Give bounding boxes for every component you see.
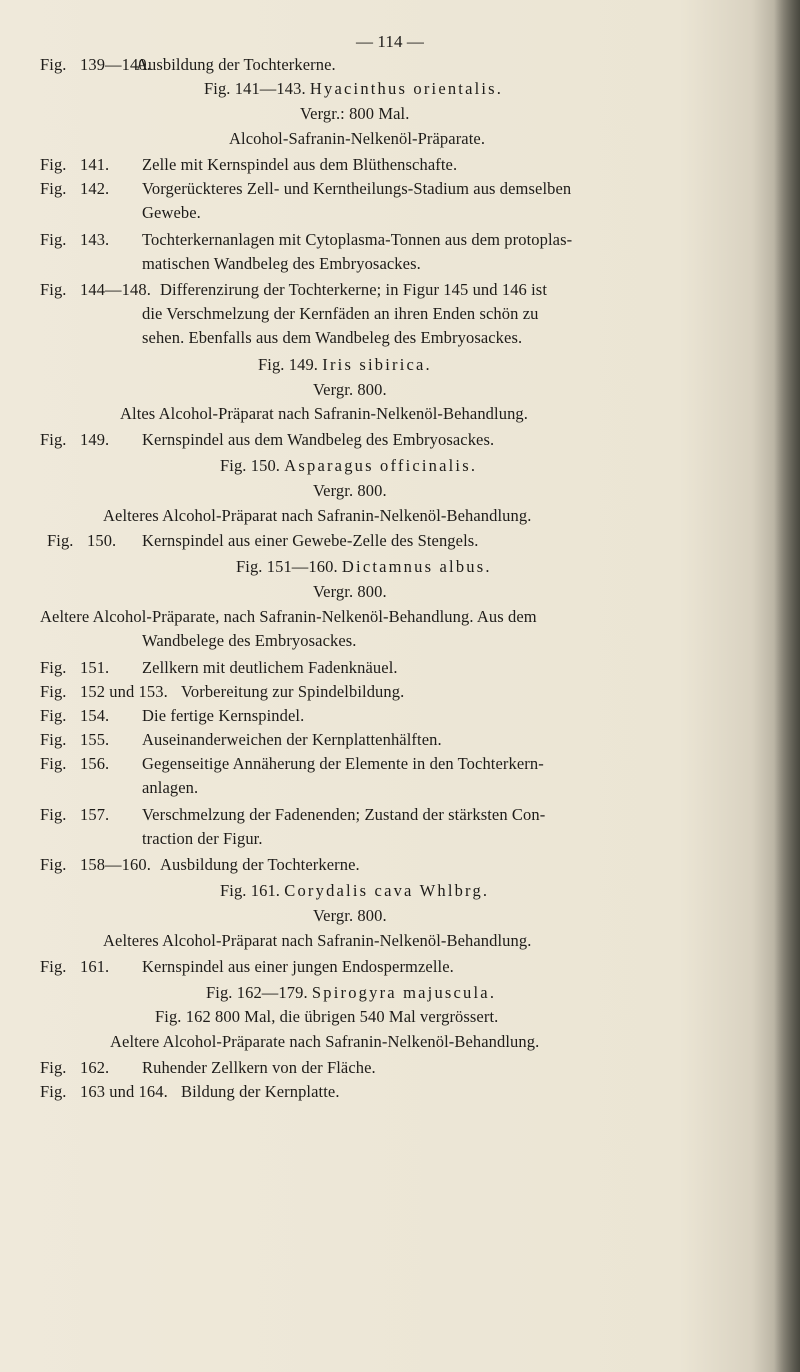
heading-prefix: Fig. 162—179. bbox=[206, 983, 312, 1002]
fig-description: Ruhender Zellkern von der Fläche. bbox=[142, 1058, 376, 1077]
fig-label: Fig. bbox=[40, 155, 67, 174]
fig-label: Fig. bbox=[40, 957, 67, 976]
fig-number: 151. bbox=[80, 658, 110, 677]
heading-prefix: Fig. 149. bbox=[258, 355, 323, 374]
section-heading-line: Fig. 162 800 Mal, die übrigen 540 Mal vergrössert. bbox=[155, 1007, 499, 1026]
fig-description: Kernspindel aus einer Gewebe-Zelle des Stengels. bbox=[142, 531, 479, 550]
fig-number: 154. bbox=[80, 706, 110, 725]
section-heading-line: Vergr. 800. bbox=[313, 582, 387, 601]
fig-description: Gegenseitige Annäherung der Elemente in den Tochterkern- bbox=[142, 754, 544, 773]
fig-label: Fig. bbox=[40, 730, 67, 749]
fig-number: 158—160. bbox=[80, 855, 151, 874]
heading-prefix: Fig. 161. bbox=[220, 881, 285, 900]
species-name: Asparagus officinalis. bbox=[284, 456, 478, 475]
fig-number: 143. bbox=[80, 230, 110, 249]
fig-description: Ausbildung der Tochterkerne. bbox=[160, 855, 360, 874]
fig-label: Fig. bbox=[40, 280, 67, 299]
fig-description: Differenzirung der Tochterkerne; in Figur 145 und 146 ist bbox=[160, 280, 548, 299]
fig-number: 139—140. bbox=[80, 55, 151, 74]
section-heading-line: Aelteres Alcohol-Präparat nach Safranin-Nelkenöl-Behandlung. bbox=[103, 931, 532, 950]
heading-prefix: Fig. 141—143. bbox=[204, 79, 310, 98]
heading-prefix: Fig. 150. bbox=[220, 456, 285, 475]
section-heading-line: Altes Alcohol-Präparat nach Safranin-Nelkenöl-Behandlung. bbox=[120, 404, 528, 423]
section-heading-line: Aelteres Alcohol-Präparat nach Safranin-Nelkenöl-Behandlung. bbox=[103, 506, 532, 525]
section-heading-line bbox=[206, 983, 496, 1003]
fig-label: Fig. bbox=[40, 179, 67, 198]
body-line: Aeltere Alcohol-Präparate, nach Safranin-Nelkenöl-Behandlung. Aus dem bbox=[40, 607, 537, 626]
heading-prefix: Fig. 151—160. bbox=[236, 557, 342, 576]
section-heading-line bbox=[220, 456, 477, 476]
species-name: Iris sibirica. bbox=[322, 355, 432, 374]
fig-number: 149. bbox=[80, 430, 110, 449]
fig-label: Fig. bbox=[40, 1082, 67, 1101]
fig-label: Fig. bbox=[40, 1058, 67, 1077]
section-heading-line bbox=[220, 881, 489, 901]
fig-description: Zelle mit Kernspindel aus dem Blüthenschafte. bbox=[142, 155, 458, 174]
section-heading-line bbox=[204, 79, 503, 99]
fig-description-continued: sehen. Ebenfalls aus dem Wandbeleg des Embryosackes. bbox=[142, 328, 523, 347]
fig-number: 157. bbox=[80, 805, 110, 824]
fig-label: Fig. bbox=[40, 805, 67, 824]
page-edge-shadow bbox=[774, 0, 800, 1372]
section-heading-line: Vergr. 800. bbox=[313, 481, 387, 500]
fig-label: Fig. bbox=[40, 55, 67, 74]
section-heading-line: Aeltere Alcohol-Präparate nach Safranin-Nelkenöl-Behandlung. bbox=[110, 1032, 540, 1051]
fig-description-continued: anlagen. bbox=[142, 778, 199, 797]
fig-number: 144—148. bbox=[80, 280, 151, 299]
fig-description-continued: traction der Figur. bbox=[142, 829, 263, 848]
fig-description: Vorbereitung zur Spindelbildung. bbox=[181, 682, 405, 701]
section-heading-line bbox=[236, 557, 492, 577]
section-heading-line: Vergr. 800. bbox=[313, 380, 387, 399]
fig-number: 162. bbox=[80, 1058, 110, 1077]
fig-number: 161. bbox=[80, 957, 110, 976]
fig-description: Verschmelzung der Fadenenden; Zustand der stärksten Con- bbox=[142, 805, 546, 824]
fig-description: Ausbildung der Tochterkerne. bbox=[136, 55, 336, 74]
fig-description: Kernspindel aus einer jungen Endospermzelle. bbox=[142, 957, 454, 976]
fig-description: Zellkern mit deutlichem Fadenknäuel. bbox=[142, 658, 398, 677]
fig-description: Kernspindel aus dem Wandbeleg des Embryosackes. bbox=[142, 430, 495, 449]
section-heading-line: Alcohol-Safranin-Nelkenöl-Präparate. bbox=[229, 129, 486, 148]
species-name: Corydalis cava Whlbrg. bbox=[284, 881, 490, 900]
fig-label: Fig. bbox=[47, 531, 74, 550]
fig-number: 141. bbox=[80, 155, 110, 174]
fig-description: Vorgerückteres Zell- und Kerntheilungs-Stadium aus demselben bbox=[142, 179, 572, 198]
body-line: Wandbelege des Embryosackes. bbox=[142, 631, 357, 650]
page-number: — 114 — bbox=[355, 32, 425, 51]
fig-number: 150. bbox=[87, 531, 117, 550]
fig-label: Fig. bbox=[40, 430, 67, 449]
fig-label: Fig. bbox=[40, 682, 67, 701]
fig-number: 152 und 153. bbox=[80, 682, 168, 701]
fig-description-continued: die Verschmelzung der Kernfäden an ihren Enden schön zu bbox=[142, 304, 539, 323]
fig-description: Bildung der Kernplatte. bbox=[181, 1082, 340, 1101]
fig-label: Fig. bbox=[40, 706, 67, 725]
fig-number: 163 und 164. bbox=[80, 1082, 168, 1101]
fig-label: Fig. bbox=[40, 230, 67, 249]
fig-description-continued: matischen Wandbeleg des Embryosackes. bbox=[142, 254, 421, 273]
species-name: Dictamnus albus. bbox=[341, 557, 492, 576]
fig-number: 155. bbox=[80, 730, 110, 749]
fig-number: 142. bbox=[80, 179, 110, 198]
fig-number: 156. bbox=[80, 754, 110, 773]
fig-description-continued: Gewebe. bbox=[142, 203, 201, 222]
species-name: Spirogyra majuscula. bbox=[311, 983, 497, 1002]
fig-label: Fig. bbox=[40, 658, 67, 677]
section-heading-line bbox=[258, 355, 432, 375]
fig-label: Fig. bbox=[40, 754, 67, 773]
fig-description: Die fertige Kernspindel. bbox=[142, 706, 305, 725]
species-name: Hyacinthus orientalis. bbox=[309, 79, 504, 98]
fig-label: Fig. bbox=[40, 855, 67, 874]
section-heading-line: Vergr. 800. bbox=[313, 906, 387, 925]
fig-description: Tochterkernanlagen mit Cytoplasma-Tonnen aus dem protoplas- bbox=[142, 230, 573, 249]
section-heading-line: Vergr.: 800 Mal. bbox=[300, 104, 410, 123]
fig-description: Auseinanderweichen der Kernplattenhälften. bbox=[142, 730, 442, 749]
